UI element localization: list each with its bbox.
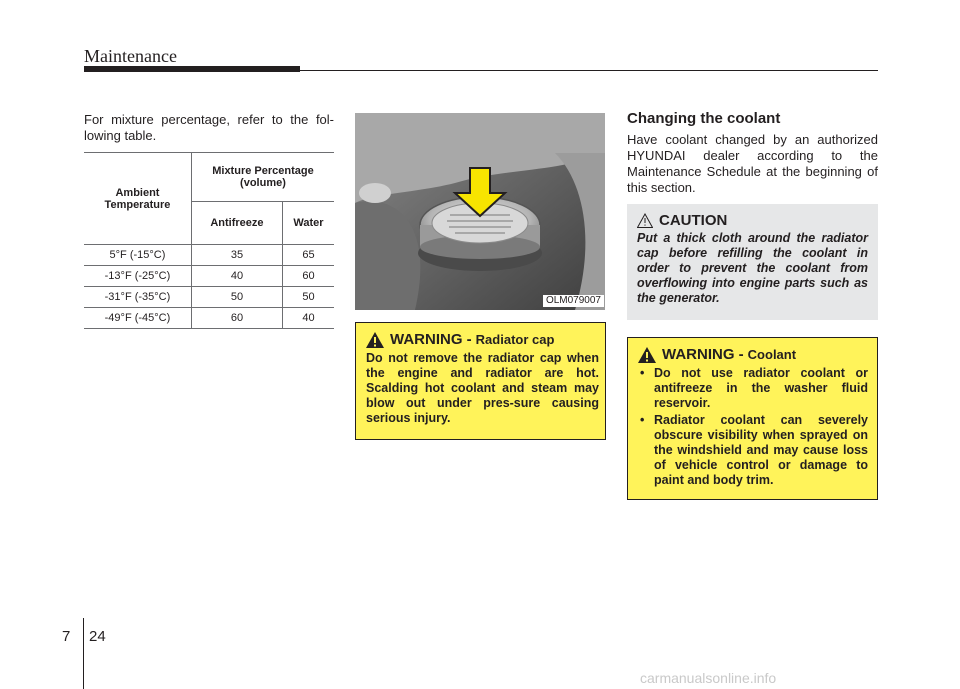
watermark: carmanualsonline.info bbox=[640, 670, 777, 686]
cell-temperature: -13°F (-25°C) bbox=[84, 266, 191, 287]
cell-antifreeze: 35 bbox=[191, 245, 282, 266]
cell-antifreeze: 60 bbox=[191, 308, 282, 329]
warning-coolant bbox=[627, 337, 878, 500]
warning-coolant-header bbox=[638, 346, 868, 363]
header-bar bbox=[84, 66, 300, 72]
table-row bbox=[84, 308, 334, 329]
warning-triangle-icon bbox=[638, 347, 656, 363]
warning-radiator-cap-body: Do not remove the radiator cap when the engine and radiator are hot. Scalding hot coolant and steam may blow out under pres-sure causing serious injury. bbox=[366, 351, 599, 425]
warning-triangle-icon bbox=[366, 332, 384, 348]
warning-radiator-cap bbox=[355, 322, 606, 440]
warning-title: WARNING - bbox=[390, 331, 472, 348]
list-item: • Do not use radiator coolant or antifreeze in the washer fluid reservoir. bbox=[638, 366, 868, 411]
cell-antifreeze: 50 bbox=[191, 287, 282, 308]
cell-temperature: -31°F (-35°C) bbox=[84, 287, 191, 308]
coolant-mixture-table bbox=[84, 152, 334, 329]
cell-water: 60 bbox=[282, 266, 334, 287]
warning-coolant-list bbox=[638, 366, 868, 488]
footer-divider bbox=[83, 618, 84, 689]
warning-title: WARNING - bbox=[662, 346, 744, 363]
table-row bbox=[84, 287, 334, 308]
table-row bbox=[84, 266, 334, 287]
caution-box bbox=[627, 204, 878, 320]
list-item: • Radiator coolant can severely obscure visibility when sprayed on the windshield and may cause loss of vehicle control or damage to paint and body trim. bbox=[638, 413, 868, 488]
cell-antifreeze: 40 bbox=[191, 266, 282, 287]
cell-water: 65 bbox=[282, 245, 334, 266]
table-row bbox=[84, 245, 334, 266]
warning-subtitle: Radiator cap bbox=[475, 332, 555, 347]
caution-triangle-icon bbox=[637, 213, 653, 228]
cell-water: 40 bbox=[282, 308, 334, 329]
radiator-cap-photo bbox=[355, 113, 605, 310]
section-title: Changing the coolant bbox=[627, 110, 781, 127]
section-body: Have coolant changed by an authorized HYUNDAI dealer according to the Maintenance Schedule at the beginning of this section. bbox=[627, 132, 878, 195]
caution-header bbox=[637, 212, 868, 229]
warning-radiator-cap-header bbox=[366, 331, 599, 348]
header-ambient-temperature: Ambient Temperature bbox=[84, 153, 191, 245]
chapter-number: 7 bbox=[62, 628, 71, 645]
header-rule bbox=[300, 70, 878, 71]
cell-temperature: 5°F (-15°C) bbox=[84, 245, 191, 266]
intro-text: For mixture percentage, refer to the fol-lowing table. bbox=[84, 112, 334, 143]
warning-subtitle: Coolant bbox=[747, 347, 797, 362]
caution-body: Put a thick cloth around the radiator cap before refilling the coolant in order to prevent the coolant from overflowing into engine parts such as the generator. bbox=[637, 231, 868, 305]
header-mixture-percentage: Mixture Percentage (volume) bbox=[191, 153, 334, 202]
page-number: 24 bbox=[89, 628, 106, 645]
header-antifreeze: Antifreeze bbox=[191, 202, 282, 245]
photo-code: OLM079007 bbox=[543, 295, 604, 307]
caution-title: CAUTION bbox=[659, 212, 728, 229]
cell-water: 50 bbox=[282, 287, 334, 308]
cell-temperature: -49°F (-45°C) bbox=[84, 308, 191, 329]
radiator-cap-illustration bbox=[355, 113, 605, 310]
header-title: Maintenance bbox=[84, 46, 177, 66]
header-water: Water bbox=[282, 202, 334, 245]
